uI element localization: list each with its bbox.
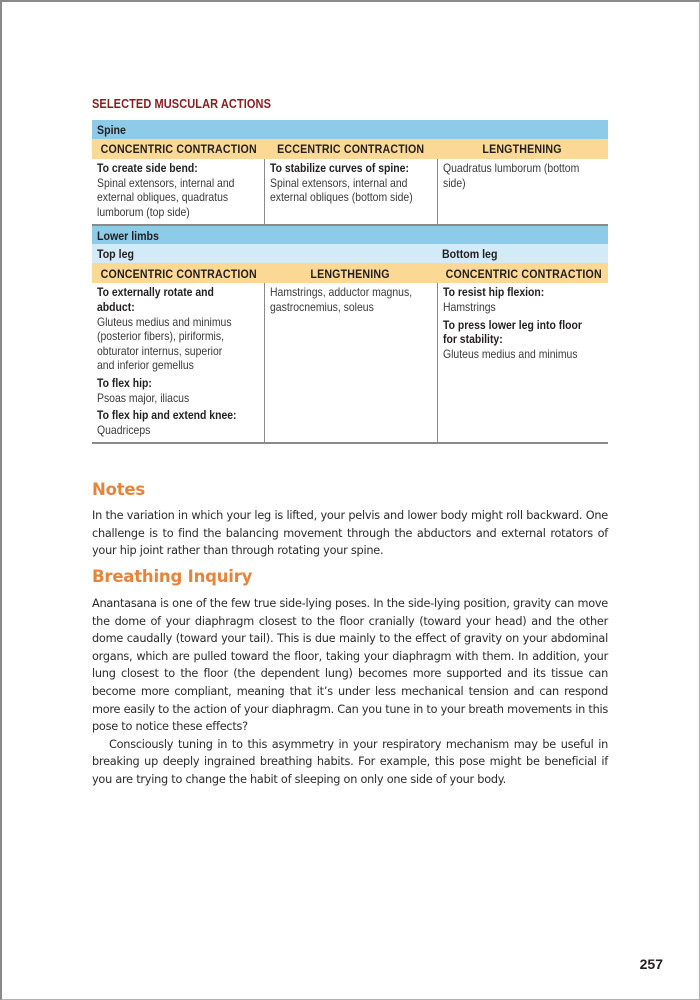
lower-limbs-cell: [264, 283, 437, 443]
muscular-actions-table: [92, 120, 608, 444]
breathing-paragraph: Anantasana is one of the few true side-lying poses. In the side-lying position, gravity can move the dome of your diaphragm closest to the floor cranially (toward your head) and the other dome caudally (toward your tail). This is due mainly to the effect of gravity on your abdominal organs, which are pulled toward the floor, taking your diaphragm with them. In addition, your lung closest to the floor (the dependent lung) becomes more supported and its tissue can become more compliant, meaning that it’s under less mechanical tension and can respond more easily to the action of your diaphragm. Can you tune in to your breath movements in this pose to notice these effects?: [92, 597, 609, 734]
breathing-inquiry-heading: Breathing Inquiry: [92, 567, 253, 586]
muscle-text: Gluteus medius and minimus: [97, 315, 232, 329]
muscle-text: external obliques, quadratus: [97, 191, 229, 205]
spine-header-row: [92, 139, 608, 159]
muscle-text: Quadratus lumborum (bottom: [442, 162, 579, 175]
lower-limbs-section-label: Lower limbs: [97, 228, 159, 243]
lower-limbs-cell: [92, 283, 264, 443]
muscle-text: Spinal extensors, internal and: [97, 176, 235, 190]
action-label: To create side bend:: [97, 162, 198, 175]
spine-section-label: Spine: [97, 122, 126, 137]
lower-limbs-cell: [437, 283, 608, 443]
action-label: To flex hip and extend knee:: [97, 409, 237, 423]
muscle-text: external obliques (bottom side): [269, 191, 413, 205]
action-label: To flex hip:: [97, 376, 152, 390]
lower-limbs-section-row: [92, 225, 608, 244]
bottom-leg-label: Bottom leg: [442, 247, 498, 262]
lower-limbs-header-row: [92, 263, 608, 283]
muscle-text: lumborum (top side): [97, 205, 190, 219]
spine-cell: [437, 159, 608, 225]
muscle-text: Quadriceps: [97, 423, 151, 437]
column-header: CONCENTRIC CONTRACTION: [100, 266, 257, 281]
column-header: CONCENTRIC CONTRACTION: [445, 266, 602, 281]
notes-paragraph: In the variation in which your leg is lifted, your pelvis and lower body might roll backward. One challenge is to find the balancing movement through the abductors and external rotators of your hip joint rather than through rotating your spine.: [92, 509, 608, 558]
leg-subheader-row: [92, 244, 608, 263]
column-header: LENGTHENING: [482, 142, 563, 157]
muscle-text: Hamstrings: [442, 300, 496, 314]
muscle-text: gastrocnemius, soleus: [269, 300, 374, 314]
muscle-text: Psoas major, iliacus: [97, 391, 190, 405]
column-header: ECCENTRIC CONTRACTION: [276, 142, 425, 157]
muscle-text: Gluteus medius and minimus: [442, 347, 578, 361]
spine-cell: [264, 159, 437, 225]
spine-cell: [92, 159, 264, 225]
breathing-inquiry-body: [92, 595, 608, 789]
column-header: LENGTHENING: [310, 266, 391, 281]
lower-limbs-body-row: [92, 283, 608, 443]
action-label: abduct:: [97, 300, 135, 314]
action-label: To stabilize curves of spine:: [269, 162, 409, 175]
muscle-text: obturator internus, superior: [97, 344, 223, 358]
action-label: To resist hip flexion:: [442, 286, 544, 300]
muscle-text: (posterior fibers), piriformis,: [97, 330, 224, 344]
notes-heading: Notes: [92, 480, 146, 499]
action-label: To externally rotate and: [97, 286, 214, 300]
action-label: To press lower leg into floor: [442, 318, 582, 332]
breathing-paragraph: Consciously tuning in to this asymmetry in your respiratory mechanism may be useful in breaking up deeply ingrained breathing habits. For example, this pose might be beneficial if you are trying to change the habit of sleeping on only one side of your body.: [92, 737, 608, 786]
column-header: CONCENTRIC CONTRACTION: [100, 142, 257, 157]
muscle-text: side): [442, 176, 466, 190]
spine-section-row: [92, 120, 608, 139]
table-title: SELECTED MUSCULAR ACTIONS: [92, 97, 272, 111]
spine-body-row: [92, 159, 608, 225]
page-number: 257: [639, 956, 663, 972]
muscle-text: Hamstrings, adductor magnus,: [269, 286, 412, 300]
action-label: for stability:: [442, 333, 503, 347]
top-leg-label: Top leg: [97, 247, 134, 262]
muscle-text: and inferior gemellus: [97, 359, 194, 373]
muscle-text: Spinal extensors, internal and: [269, 176, 407, 190]
notes-body: [92, 507, 608, 560]
